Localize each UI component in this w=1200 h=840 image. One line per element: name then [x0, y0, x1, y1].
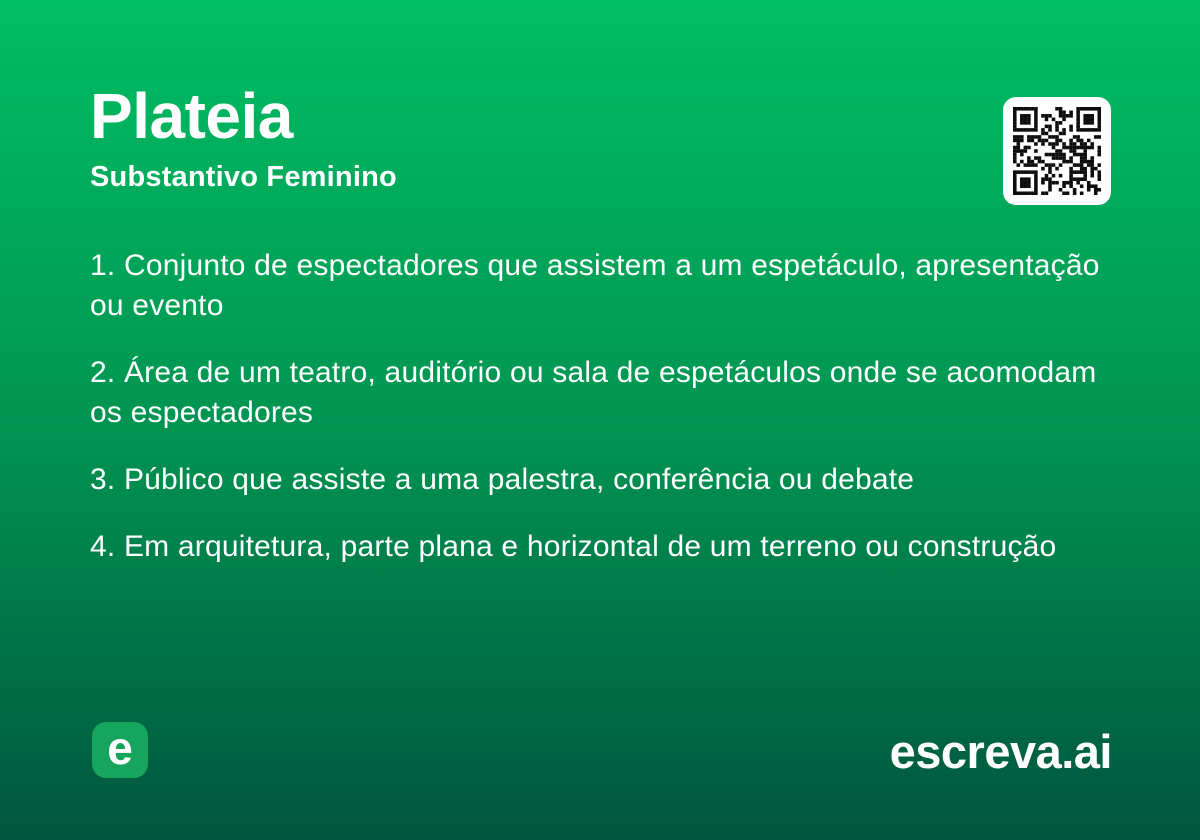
definition-item-3: 3. Público que assiste a uma palestra, conferência ou debate: [90, 463, 915, 496]
word-class-label: Substantivo Feminino: [90, 161, 397, 193]
brand-name: escreva.ai: [889, 725, 1112, 778]
logo-letter: e: [107, 722, 133, 774]
definition-item-2: 2. Área de um teatro, auditório ou sala de espetáculos onde se acomodam os espectadores: [90, 356, 1097, 429]
word-title: Plateia: [90, 80, 293, 152]
escreva-logo-badge: [92, 722, 148, 778]
definition-item-4: 4. Em arquitetura, parte plana e horizontal de um terreno ou construção: [90, 530, 1057, 563]
qr-code-pattern: [1013, 107, 1101, 195]
qr-code-icon: [1003, 97, 1111, 205]
definition-item-1: 1. Conjunto de espectadores que assistem a um espetáculo, apresentação ou evento: [90, 249, 1100, 322]
title-block: [90, 80, 397, 194]
definitions-list: [90, 246, 1102, 594]
